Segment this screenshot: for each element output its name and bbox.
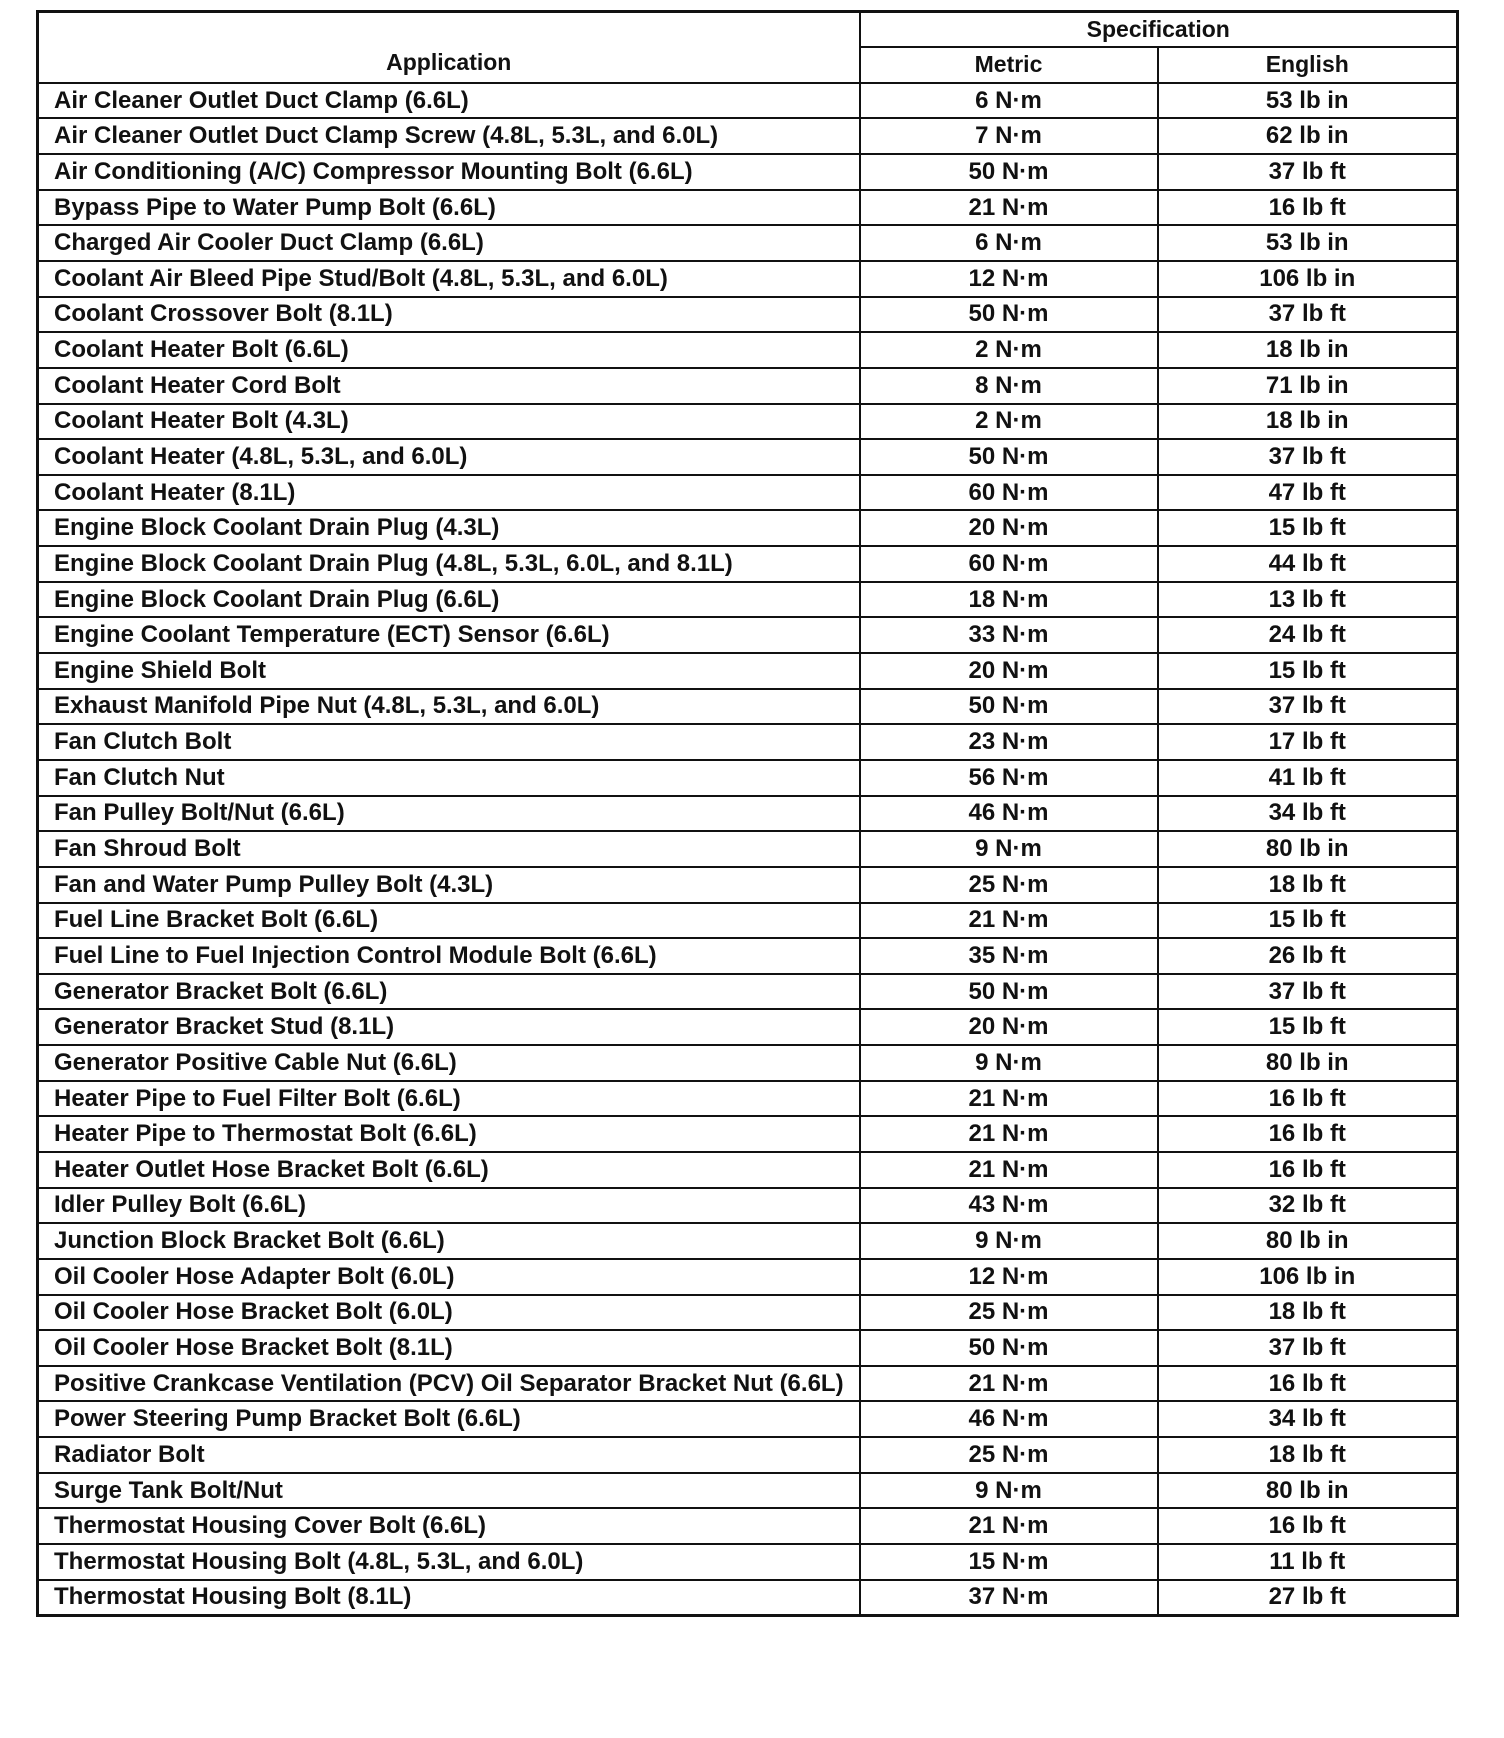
application-cell: Fan Pulley Bolt/Nut (6.6L) [38, 796, 860, 832]
metric-cell: 60 N·m [860, 546, 1158, 582]
metric-cell: 9 N·m [860, 1223, 1158, 1259]
application-cell: Heater Pipe to Thermostat Bolt (6.6L) [38, 1116, 860, 1152]
english-cell: 24 lb ft [1158, 617, 1458, 653]
metric-cell: 35 N·m [860, 938, 1158, 974]
application-cell: Fuel Line to Fuel Injection Control Module Bolt (6.6L) [38, 938, 860, 974]
english-cell: 37 lb ft [1158, 439, 1458, 475]
application-cell: Fan Clutch Bolt [38, 724, 860, 760]
metric-cell: 50 N·m [860, 154, 1158, 190]
application-cell: Engine Block Coolant Drain Plug (4.8L, 5.3L, 6.0L, and 8.1L) [38, 546, 860, 582]
english-cell: 16 lb ft [1158, 1116, 1458, 1152]
metric-cell: 21 N·m [860, 1508, 1158, 1544]
application-cell: Exhaust Manifold Pipe Nut (4.8L, 5.3L, and 6.0L) [38, 689, 860, 725]
application-cell: Fan Shroud Bolt [38, 831, 860, 867]
english-cell: 47 lb ft [1158, 475, 1458, 511]
application-cell: Idler Pulley Bolt (6.6L) [38, 1188, 860, 1224]
english-header: English [1158, 47, 1458, 83]
metric-cell: 56 N·m [860, 760, 1158, 796]
application-cell: Thermostat Housing Bolt (4.8L, 5.3L, and 6.0L) [38, 1544, 860, 1580]
table-row [38, 1188, 1458, 1224]
english-cell: 80 lb in [1158, 831, 1458, 867]
table-row [38, 546, 1458, 582]
table-body [38, 83, 1458, 1616]
metric-cell: 12 N·m [860, 261, 1158, 297]
english-cell: 18 lb in [1158, 332, 1458, 368]
application-cell: Power Steering Pump Bracket Bolt (6.6L) [38, 1401, 860, 1437]
metric-cell: 2 N·m [860, 332, 1158, 368]
english-cell: 80 lb in [1158, 1473, 1458, 1509]
english-cell: 34 lb ft [1158, 796, 1458, 832]
application-cell: Oil Cooler Hose Bracket Bolt (8.1L) [38, 1330, 860, 1366]
table-row [38, 510, 1458, 546]
metric-cell: 21 N·m [860, 1081, 1158, 1117]
table-row [38, 1330, 1458, 1366]
english-cell: 106 lb in [1158, 1259, 1458, 1295]
table-row [38, 831, 1458, 867]
english-cell: 15 lb ft [1158, 510, 1458, 546]
english-cell: 80 lb in [1158, 1045, 1458, 1081]
application-header: Application [38, 12, 860, 83]
metric-cell: 20 N·m [860, 653, 1158, 689]
table-row [38, 867, 1458, 903]
english-cell: 106 lb in [1158, 261, 1458, 297]
metric-cell: 9 N·m [860, 1473, 1158, 1509]
english-cell: 37 lb ft [1158, 1330, 1458, 1366]
application-cell: Coolant Heater Bolt (4.3L) [38, 404, 860, 440]
metric-cell: 25 N·m [860, 1437, 1158, 1473]
english-cell: 37 lb ft [1158, 154, 1458, 190]
application-cell: Coolant Heater (4.8L, 5.3L, and 6.0L) [38, 439, 860, 475]
application-cell: Fuel Line Bracket Bolt (6.6L) [38, 903, 860, 939]
application-cell: Bypass Pipe to Water Pump Bolt (6.6L) [38, 190, 860, 226]
english-cell: 17 lb ft [1158, 724, 1458, 760]
table-row [38, 1580, 1458, 1616]
english-cell: 18 lb in [1158, 404, 1458, 440]
english-cell: 16 lb ft [1158, 1152, 1458, 1188]
metric-cell: 50 N·m [860, 974, 1158, 1010]
table-row [38, 1437, 1458, 1473]
metric-cell: 6 N·m [860, 225, 1158, 261]
table-row [38, 1366, 1458, 1402]
english-cell: 37 lb ft [1158, 297, 1458, 333]
metric-cell: 21 N·m [860, 1152, 1158, 1188]
english-cell: 16 lb ft [1158, 1366, 1458, 1402]
table-row [38, 582, 1458, 618]
table-row [38, 1009, 1458, 1045]
metric-cell: 50 N·m [860, 439, 1158, 475]
metric-cell: 8 N·m [860, 368, 1158, 404]
application-cell: Coolant Heater Cord Bolt [38, 368, 860, 404]
table-row [38, 225, 1458, 261]
table-row [38, 1152, 1458, 1188]
english-cell: 15 lb ft [1158, 903, 1458, 939]
table-row [38, 190, 1458, 226]
metric-cell: 60 N·m [860, 475, 1158, 511]
application-cell: Radiator Bolt [38, 1437, 860, 1473]
application-cell: Engine Block Coolant Drain Plug (4.3L) [38, 510, 860, 546]
application-cell: Air Conditioning (A/C) Compressor Mounting Bolt (6.6L) [38, 154, 860, 190]
table-row [38, 1473, 1458, 1509]
metric-cell: 2 N·m [860, 404, 1158, 440]
metric-cell: 9 N·m [860, 1045, 1158, 1081]
metric-cell: 12 N·m [860, 1259, 1158, 1295]
metric-cell: 50 N·m [860, 1330, 1158, 1366]
table-row [38, 1508, 1458, 1544]
metric-cell: 43 N·m [860, 1188, 1158, 1224]
table-row [38, 1116, 1458, 1152]
table-row [38, 297, 1458, 333]
application-cell: Engine Coolant Temperature (ECT) Sensor (6.6L) [38, 617, 860, 653]
application-cell: Fan Clutch Nut [38, 760, 860, 796]
english-cell: 15 lb ft [1158, 1009, 1458, 1045]
application-cell: Air Cleaner Outlet Duct Clamp (6.6L) [38, 83, 860, 119]
english-cell: 13 lb ft [1158, 582, 1458, 618]
english-cell: 15 lb ft [1158, 653, 1458, 689]
english-cell: 37 lb ft [1158, 974, 1458, 1010]
metric-cell: 37 N·m [860, 1580, 1158, 1616]
metric-cell: 15 N·m [860, 1544, 1158, 1580]
application-cell: Generator Bracket Stud (8.1L) [38, 1009, 860, 1045]
application-cell: Generator Positive Cable Nut (6.6L) [38, 1045, 860, 1081]
application-cell: Positive Crankcase Ventilation (PCV) Oil Separator Bracket Nut (6.6L) [38, 1366, 860, 1402]
table-row [38, 1401, 1458, 1437]
metric-cell: 50 N·m [860, 297, 1158, 333]
application-cell: Coolant Heater Bolt (6.6L) [38, 332, 860, 368]
english-cell: 18 lb ft [1158, 1437, 1458, 1473]
application-cell: Charged Air Cooler Duct Clamp (6.6L) [38, 225, 860, 261]
english-cell: 53 lb in [1158, 83, 1458, 119]
metric-cell: 20 N·m [860, 1009, 1158, 1045]
table-row [38, 1081, 1458, 1117]
application-cell: Fan and Water Pump Pulley Bolt (4.3L) [38, 867, 860, 903]
application-cell: Coolant Crossover Bolt (8.1L) [38, 297, 860, 333]
application-cell: Oil Cooler Hose Bracket Bolt (6.0L) [38, 1295, 860, 1331]
metric-cell: 33 N·m [860, 617, 1158, 653]
application-cell: Coolant Heater (8.1L) [38, 475, 860, 511]
english-cell: 11 lb ft [1158, 1544, 1458, 1580]
application-cell: Heater Outlet Hose Bracket Bolt (6.6L) [38, 1152, 860, 1188]
english-cell: 71 lb in [1158, 368, 1458, 404]
metric-cell: 9 N·m [860, 831, 1158, 867]
table-row [38, 404, 1458, 440]
table-row [38, 938, 1458, 974]
table-row [38, 368, 1458, 404]
application-cell: Engine Block Coolant Drain Plug (6.6L) [38, 582, 860, 618]
metric-cell: 46 N·m [860, 796, 1158, 832]
metric-cell: 18 N·m [860, 582, 1158, 618]
table-header [38, 12, 1458, 83]
application-cell: Oil Cooler Hose Adapter Bolt (6.0L) [38, 1259, 860, 1295]
english-cell: 44 lb ft [1158, 546, 1458, 582]
table-row [38, 1544, 1458, 1580]
application-cell: Thermostat Housing Cover Bolt (6.6L) [38, 1508, 860, 1544]
application-cell: Surge Tank Bolt/Nut [38, 1473, 860, 1509]
table-row [38, 903, 1458, 939]
application-cell: Air Cleaner Outlet Duct Clamp Screw (4.8L, 5.3L, and 6.0L) [38, 118, 860, 154]
application-cell: Junction Block Bracket Bolt (6.6L) [38, 1223, 860, 1259]
table-row [38, 1045, 1458, 1081]
application-cell: Thermostat Housing Bolt (8.1L) [38, 1580, 860, 1616]
metric-cell: 23 N·m [860, 724, 1158, 760]
metric-cell: 21 N·m [860, 190, 1158, 226]
metric-cell: 25 N·m [860, 867, 1158, 903]
english-cell: 26 lb ft [1158, 938, 1458, 974]
english-cell: 53 lb in [1158, 225, 1458, 261]
table-row [38, 439, 1458, 475]
english-cell: 34 lb ft [1158, 1401, 1458, 1437]
english-cell: 62 lb in [1158, 118, 1458, 154]
metric-cell: 50 N·m [860, 689, 1158, 725]
torque-spec-table [36, 10, 1459, 1617]
table-row [38, 118, 1458, 154]
english-cell: 16 lb ft [1158, 190, 1458, 226]
application-cell: Engine Shield Bolt [38, 653, 860, 689]
english-cell: 27 lb ft [1158, 1580, 1458, 1616]
table-row [38, 1259, 1458, 1295]
english-cell: 16 lb ft [1158, 1081, 1458, 1117]
metric-header: Metric [860, 47, 1158, 83]
application-cell: Generator Bracket Bolt (6.6L) [38, 974, 860, 1010]
table-row [38, 760, 1458, 796]
metric-cell: 25 N·m [860, 1295, 1158, 1331]
metric-cell: 21 N·m [860, 1116, 1158, 1152]
table-row [38, 653, 1458, 689]
english-cell: 32 lb ft [1158, 1188, 1458, 1224]
table-row [38, 475, 1458, 511]
english-cell: 16 lb ft [1158, 1508, 1458, 1544]
application-cell: Heater Pipe to Fuel Filter Bolt (6.6L) [38, 1081, 860, 1117]
english-cell: 41 lb ft [1158, 760, 1458, 796]
table-row [38, 261, 1458, 297]
metric-cell: 20 N·m [860, 510, 1158, 546]
english-cell: 18 lb ft [1158, 867, 1458, 903]
application-cell: Coolant Air Bleed Pipe Stud/Bolt (4.8L, 5.3L, and 6.0L) [38, 261, 860, 297]
metric-cell: 21 N·m [860, 1366, 1158, 1402]
table-row [38, 689, 1458, 725]
table-row [38, 154, 1458, 190]
table-row [38, 1223, 1458, 1259]
header-row-top [38, 12, 1458, 48]
metric-cell: 6 N·m [860, 83, 1158, 119]
specification-header: Specification [860, 12, 1458, 48]
table-row [38, 332, 1458, 368]
metric-cell: 46 N·m [860, 1401, 1158, 1437]
table-row [38, 617, 1458, 653]
english-cell: 18 lb ft [1158, 1295, 1458, 1331]
metric-cell: 7 N·m [860, 118, 1158, 154]
metric-cell: 21 N·m [860, 903, 1158, 939]
table-row [38, 83, 1458, 119]
table-row [38, 724, 1458, 760]
table-row [38, 974, 1458, 1010]
english-cell: 80 lb in [1158, 1223, 1458, 1259]
table-row [38, 1295, 1458, 1331]
english-cell: 37 lb ft [1158, 689, 1458, 725]
table-row [38, 796, 1458, 832]
